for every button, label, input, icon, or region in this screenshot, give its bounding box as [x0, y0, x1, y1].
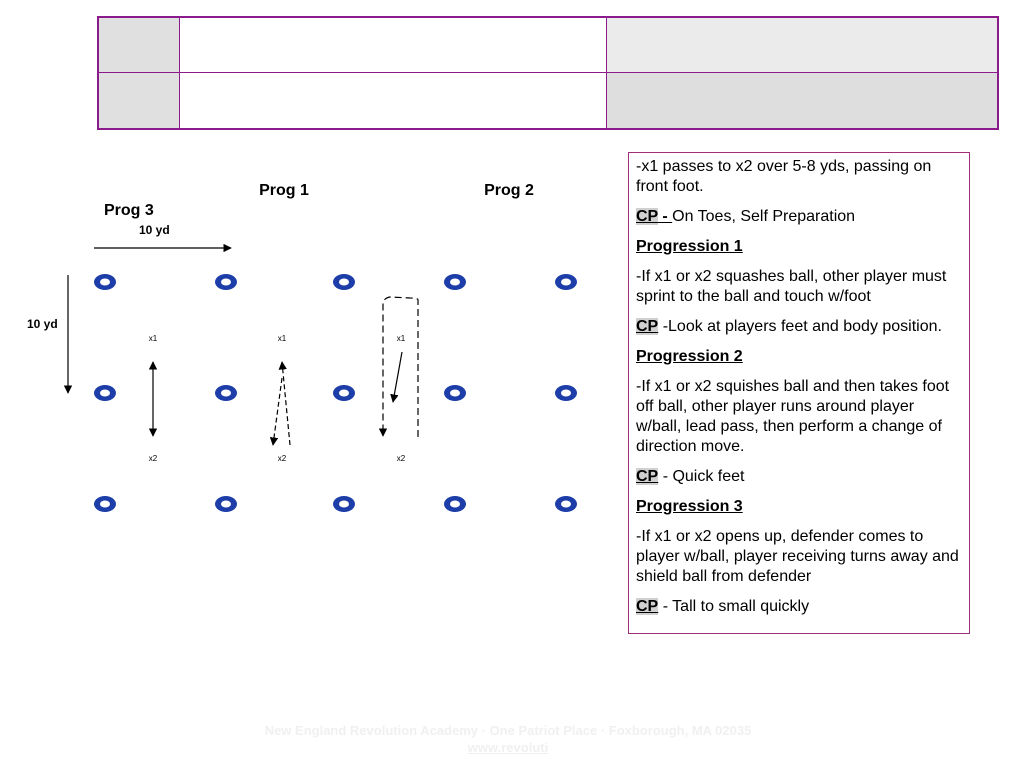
cp-label: CP — [636, 468, 659, 485]
prog2-label: Prog 2 — [484, 182, 534, 199]
cone-hole — [221, 390, 231, 397]
progression-3-heading: Progression 3 — [636, 498, 743, 515]
header-cell — [98, 72, 180, 129]
cone-hole — [221, 279, 231, 286]
cp-label: CP — [636, 598, 659, 615]
cone-hole — [450, 390, 460, 397]
cp-label: CP — [636, 208, 658, 225]
height-label: 10 yd — [27, 317, 58, 331]
cone-hole — [100, 501, 110, 508]
cone-hole — [339, 279, 349, 286]
cp-sep: - — [657, 208, 673, 225]
player-x2-label: x2 — [396, 454, 406, 463]
player-x2-label: x2 — [277, 454, 287, 463]
pass-arrow-icon — [393, 352, 402, 402]
header-cell — [180, 72, 607, 129]
drill-diagram — [0, 140, 620, 560]
progression-3-text: -If x1 or x2 opens up, defender comes to player w/ball, player receiving turns away and shield ball from defender — [636, 528, 959, 585]
dashed-arrow-icon — [282, 362, 290, 445]
cone-hole — [221, 501, 231, 508]
cone-hole — [561, 279, 571, 286]
cp-text: -Look at players feet and body position. — [662, 318, 942, 335]
header-cell — [180, 17, 607, 72]
cone-hole — [339, 501, 349, 508]
cp-text: - Quick feet — [662, 468, 745, 485]
dashed-arrow-icon — [383, 297, 418, 437]
footer-link[interactable]: www.revoluti — [467, 740, 549, 755]
coaching-point — [636, 207, 962, 227]
width-label: 10 yd — [139, 223, 170, 237]
cp-label: CP — [636, 318, 659, 335]
coaching-point — [636, 467, 962, 487]
cone-hole — [561, 390, 571, 397]
cp-text: - Tall to small quickly — [662, 598, 810, 615]
header-cell — [98, 17, 180, 72]
cone-grid — [94, 274, 577, 512]
notes-intro: -x1 passes to x2 over 5-8 yds, passing on front foot. — [636, 158, 932, 195]
cone-hole — [339, 390, 349, 397]
progression-1-text: -If x1 or x2 squashes ball, other player must sprint to the ball and touch w/foot — [636, 268, 947, 305]
header-cell — [607, 72, 999, 129]
cp-text: On Toes, Self Preparation — [672, 208, 856, 225]
cone-hole — [450, 279, 460, 286]
footer-address: New England Revolution Academy · One Patriot Place · Foxborough, MA 02035 — [264, 723, 752, 738]
header-cell — [607, 17, 999, 72]
player-x1-label: x1 — [396, 334, 406, 343]
cone-hole — [561, 501, 571, 508]
coaching-notes — [628, 152, 970, 634]
player-x1-label: x1 — [277, 334, 287, 343]
prog3-label: Prog 3 — [104, 202, 154, 219]
player-x1-label: x1 — [148, 334, 158, 343]
coaching-point — [636, 317, 962, 337]
progression-1-heading: Progression 1 — [636, 238, 743, 255]
header-table — [97, 16, 999, 130]
player-x2-label: x2 — [148, 454, 158, 463]
cone-hole — [450, 501, 460, 508]
dashed-arrow-icon — [273, 378, 282, 445]
progression-2-text: -If x1 or x2 squishes ball and then takes foot off ball, other player runs around player w/ball, lead pass, then perform a change of direction move. — [636, 378, 950, 455]
cone-hole — [100, 390, 110, 397]
cone-hole — [100, 279, 110, 286]
prog1-label: Prog 1 — [259, 182, 309, 199]
progression-2-heading: Progression 2 — [636, 348, 743, 365]
coaching-point — [636, 597, 962, 617]
